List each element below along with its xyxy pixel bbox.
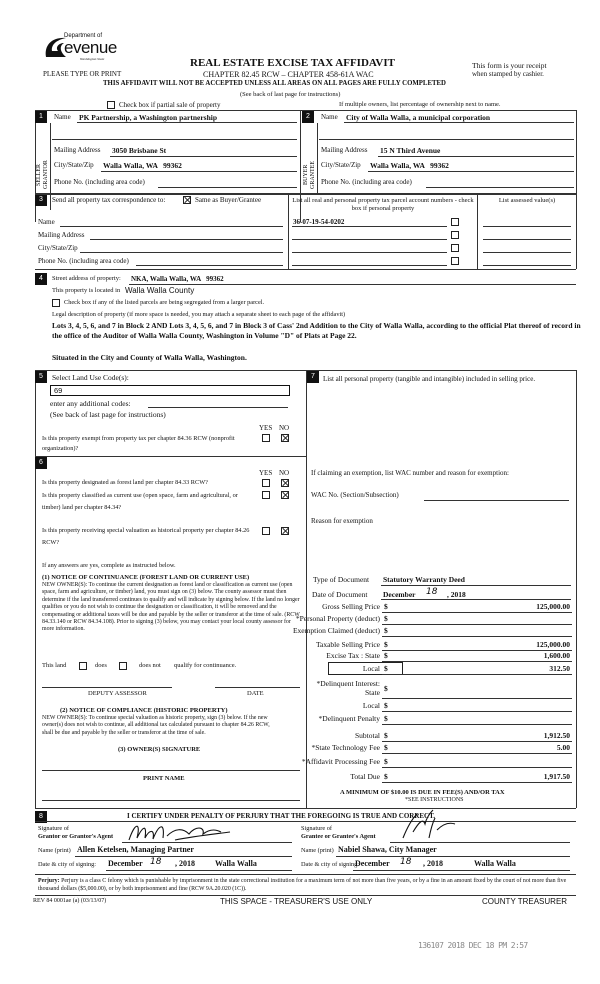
gross-selling-price-label: Gross Selling Price <box>322 602 380 611</box>
perjury-label: Perjury: <box>38 878 60 884</box>
state-tech-fee-value[interactable]: 5.00 <box>556 743 570 752</box>
parcel-3-personal-checkbox[interactable] <box>451 244 459 252</box>
grantee-date-day[interactable]: 18 <box>400 857 412 867</box>
section-6-number: 6 <box>35 457 47 469</box>
grantee-name-print-value[interactable]: Nabiel Shawa, City Manager <box>338 845 437 854</box>
street-address-label: Street address of property: <box>52 275 121 282</box>
grantee-sig-label-1: Signature of <box>301 825 332 832</box>
notice-compliance-body: NEW OWNER(S): To continue special valuation as historic property, sign (3) below. If the new owner(s) does not wish to continue, all additional tax calculated pursuant to chapter 84.26 RCW, shall be due and payable by the seller or transferor at the time of sale. <box>42 715 270 736</box>
assessed-header: List assessed value(s) <box>498 197 556 204</box>
does-qualify-checkbox[interactable] <box>79 662 87 670</box>
print-name-label: PRINT NAME <box>143 775 185 782</box>
excise-tax-state-row: Excise Tax : State $ 1,600.00 <box>326 651 570 660</box>
deputy-assessor-sig-line[interactable] <box>42 687 172 688</box>
exempt-question: Is this property exempt from property tax per chapter 84.36 RCW (nonprofit organization)? <box>42 435 235 452</box>
grantor-date-city-label: Date & city of signing: <box>38 861 97 868</box>
form-warning: THIS AFFIDAVIT WILL NOT BE ACCEPTED UNLESS ALL AREAS ON ALL PAGES ARE FULLY COMPLETED <box>103 80 446 87</box>
situated-text: Situated in the City and County of Walla Walla, Washington. <box>52 353 247 362</box>
land-use-value: 69 <box>54 386 63 395</box>
corr-mailing-field[interactable] <box>90 239 283 240</box>
grantor-date-day[interactable]: 18 <box>150 857 162 867</box>
parcel-4-field[interactable] <box>292 265 447 266</box>
seller-grantor-label: SELLER GRANTOR <box>36 160 49 190</box>
form-subtitle: CHAPTER 82.45 RCW – CHAPTER 458-61A WAC <box>203 70 374 79</box>
current-use-yes-checkbox[interactable] <box>262 491 270 499</box>
delinquent-penalty-label: *Delinquent Penalty <box>318 714 380 723</box>
segregated-label: Check box if any of the listed parcels are being segregated from a larger parcel. <box>64 299 265 306</box>
assessor-date-line[interactable] <box>215 687 300 688</box>
corr-mailing-label: Mailing Address <box>38 231 85 239</box>
grantee-date-month[interactable]: December <box>355 859 390 868</box>
current-use-no-checkbox[interactable] <box>281 491 289 499</box>
historic-no-checkbox[interactable] <box>281 527 289 535</box>
corr-phone-field[interactable] <box>136 265 283 266</box>
does-not-qualify-checkbox[interactable] <box>119 662 127 670</box>
total-due-value[interactable]: 1,917.50 <box>543 772 570 781</box>
doc-type-value[interactable]: Statutory Warranty Deed <box>383 575 465 584</box>
if-yes-note: If any answers are yes, complete as instructed below. <box>42 562 176 569</box>
parcel-1-personal-checkbox[interactable] <box>451 218 459 226</box>
section-3-number: 3 <box>35 194 47 206</box>
s5-no-header: NO <box>279 424 290 432</box>
reason-exemption-label: Reason for exemption <box>311 517 373 525</box>
exemption-claimed-label: Exemption Claimed (deduct) <box>292 626 380 635</box>
partial-sale-label: Check box if partial sale of property <box>119 101 221 109</box>
exemption-claimed-row: Exemption Claimed (deduct) $ <box>300 626 580 637</box>
multiple-owners-note: If multiple owners, list percentage of ownership next to name. <box>339 101 501 108</box>
deputy-assessor-label: DEPUTY ASSESSOR <box>88 690 147 697</box>
grantor-sig-label-2: Grantor or Grantor's Agent <box>38 833 114 840</box>
grantee-name-label: Name <box>321 113 338 121</box>
grantee-date-year[interactable]: , 2018 <box>423 859 443 868</box>
current-use-question: Is this property classified as current use (open space, farm and agricultural, or timber) land per chapter 84.34? <box>42 492 238 511</box>
subtotal-value[interactable]: 1,912.50 <box>543 731 570 740</box>
grantor-name-label: Name <box>54 113 71 121</box>
historic-yes-checkbox[interactable] <box>262 527 270 535</box>
doc-date-day[interactable]: 18 <box>426 587 438 597</box>
parcel-4-personal-checkbox[interactable] <box>451 257 459 265</box>
grantor-date-month[interactable]: December <box>108 859 143 868</box>
s6-no-header: NO <box>279 469 290 477</box>
agency-line1: Department of <box>64 33 103 39</box>
dor-logo <box>42 33 132 65</box>
subtotal-row: Subtotal $ 1,912.50 <box>354 731 570 740</box>
section-2-number: 2 <box>302 111 314 123</box>
grantor-phone-field[interactable] <box>158 187 297 188</box>
grantor-name-value[interactable]: PK Partnership, a Washington partnership <box>79 113 218 122</box>
land-use-label: Select Land Use Code(s): <box>52 373 129 382</box>
state-tech-fee-label: *State Technology Fee <box>311 743 380 752</box>
grantee-name-print-label: Name (print) <box>301 847 334 854</box>
form-title: REAL ESTATE EXCISE TAX AFFIDAVIT <box>190 57 395 69</box>
receipt-note-2: when stamped by cashier. <box>472 70 544 78</box>
grantor-city-signing[interactable]: Walla Walla <box>215 859 257 868</box>
excise-tax-local-value[interactable]: 312.50 <box>549 664 570 673</box>
corr-name-field[interactable] <box>60 226 283 227</box>
doc-date-label: Date of Document <box>312 590 368 599</box>
delinquent-penalty-row: *Delinquent Penalty $ <box>300 714 580 725</box>
form-revision: REV 84 0001ae (a) (03/13/07) <box>33 898 107 904</box>
legal-description-value[interactable]: Lots 3, 4, 5, 6, and 7 in Block 2 AND Lots 3, 4, 5, 6, and 7 in Block 3 of Cass' 2nd Addition to the City of Walla Walla, according to the official Plat thereof of record in the office of the Auditor of Walla Walla County, Washington in Volume "D" of Plats at Page 22. <box>52 321 581 340</box>
delinquent-interest-state-row: *Delinquent Interest: State $ <box>300 679 580 699</box>
buyer-grantee-label: BUYER GRANTEE <box>303 161 316 189</box>
section-4-number: 4 <box>35 273 47 285</box>
located-in-label: This property is located in <box>52 287 121 294</box>
wac-label: WAC No. (Section/Subsection) <box>311 491 399 499</box>
parcel-2-field[interactable] <box>292 239 447 240</box>
grantee-mailing-value[interactable]: 15 N Third Avenue <box>380 146 441 155</box>
forest-yes-checkbox[interactable] <box>262 479 270 487</box>
corr-name-label: Name <box>38 218 55 226</box>
grantee-name-value[interactable]: City of Walla Walla, a municipal corporation <box>346 113 491 122</box>
excise-tax-state-value[interactable]: 1,600.00 <box>543 651 570 660</box>
exemption-label: If claiming an exemption, list WAC number and reason for exemption: <box>311 469 509 477</box>
grantee-phone-label: Phone No. (including area code) <box>321 178 412 186</box>
personal-property-deduct-row: *Personal Property (deduct) $ <box>300 614 580 625</box>
land-use-see-back: (See back of last page for instructions) <box>50 410 166 419</box>
historic-question: Is this property receiving special valuation as historical property per chapter 84.26 RCW? <box>42 527 250 546</box>
section-1-number: 1 <box>35 111 47 123</box>
grantor-date-year[interactable]: , 2018 <box>175 859 195 868</box>
grantor-city-label: City/State/Zip <box>54 161 94 169</box>
notice-compliance-title: (2) NOTICE OF COMPLIANCE (HISTORIC PROPERTY) <box>60 707 228 714</box>
forest-land-question: Is this property designated as forest land per chapter 84.33 RCW? <box>42 479 208 486</box>
grantee-mailing-label: Mailing Address <box>321 146 368 154</box>
certify-statement: I CERTIFY UNDER PENALTY OF PERJURY THAT THE FOREGOING IS TRUE AND CORRECT. <box>127 812 436 820</box>
owner-signature-line[interactable] <box>42 770 300 771</box>
does-not-label: does not <box>139 662 161 669</box>
delinquent-interest-local-label: Local <box>362 701 380 710</box>
parcel-header: List all real and personal property tax parcel account numbers - check box if personal property <box>292 197 474 212</box>
grantee-phone-field[interactable] <box>426 187 574 188</box>
gross-selling-price-value[interactable]: 125,000.00 <box>536 602 570 611</box>
county-treasurer-label: COUNTY TREASURER <box>482 897 568 906</box>
corr-phone-label: Phone No. (including area code) <box>38 257 129 265</box>
agency-logo-text: evenue <box>64 38 117 57</box>
exempt-no-checkbox[interactable] <box>281 434 289 442</box>
grantor-mailing-value[interactable]: 3050 Brisbane St <box>112 146 167 155</box>
corr-city-field[interactable] <box>80 252 283 253</box>
grantor-city-value[interactable]: Walla Walla, WA 99362 <box>103 161 182 170</box>
notice-continuance-body: NEW OWNER(S): To continue the current designation as forest land or classification as current use (open space, farm and agriculture, or timber) land, you must sign on (3) below. The county assessor must then determine if the land transferred continues to qualify and will indicate by signing below. If the land no longer qualifies or you do not wish to continue the designation or classification, it will be removed and the compensating or additional taxes will be due and payable by the seller or transferor at the time of sale. (RCW 84.33.140 or RCW 84.34.108). Prior to signing (3) below, you may contact your local county assessor for more information. <box>42 582 300 633</box>
assessed-3-field[interactable] <box>483 252 571 253</box>
perjury-text: Perjury is a class C felony which is punishable by imprisonment in the state correctional institution for a maximum term of not more than five years, or by a fine in an amount fixed by the court of not more than five thousand dollars ($5,000.00), or by both imprisonment and fine (RCW 9A.20.020 (1C)). <box>38 878 567 892</box>
notice-continuance-title: (1) NOTICE OF CONTINUANCE (FOREST LAND OR CURRENT USE) <box>42 574 250 581</box>
grantee-signature-scribble-icon <box>395 808 475 842</box>
affidavit-fee-row: *Affidavit Processing Fee $ <box>300 757 580 768</box>
land-use-input[interactable] <box>50 385 290 396</box>
parcel-1-value[interactable]: 36-07-19-54-0202 <box>293 218 345 226</box>
delinquent-interest-state-label: *Delinquent Interest: State <box>316 679 380 697</box>
please-type: PLEASE TYPE OR PRINT <box>43 70 122 78</box>
s5-yes-header: YES <box>259 424 273 432</box>
state-tech-fee-row: *State Technology Fee $ 5.00 <box>311 743 570 752</box>
total-due-label: Total Due <box>350 772 380 781</box>
taxable-selling-price-value[interactable]: 125,000.00 <box>536 640 570 649</box>
s6-yes-header: YES <box>259 469 273 477</box>
doc-date-year[interactable]: , 2018 <box>447 590 466 599</box>
section-7-number: 7 <box>307 371 319 383</box>
grantee-city-signing[interactable]: Walla Walla <box>474 859 516 868</box>
doc-date-month[interactable]: December <box>383 590 416 599</box>
additional-codes-label: enter any additional codes: <box>50 399 131 408</box>
partial-sale-checkbox[interactable] <box>107 101 115 109</box>
doc-type-label: Type of Document <box>313 575 370 584</box>
parcel-2-personal-checkbox[interactable] <box>451 231 459 239</box>
agency-sub: Washington State <box>80 57 105 61</box>
additional-codes-field[interactable] <box>148 407 288 408</box>
affidavit-fee-label: *Affidavit Processing Fee <box>301 757 380 766</box>
owner-signature-label: (3) OWNER(S) SIGNATURE <box>118 746 201 753</box>
grantor-phone-label: Phone No. (including area code) <box>54 178 145 186</box>
wac-field[interactable] <box>424 500 569 501</box>
does-label: does <box>95 662 107 669</box>
taxable-selling-price-label: Taxable Selling Price <box>315 640 380 649</box>
perjury-notice <box>38 877 578 893</box>
personal-property-deduct-label: *Personal Property (deduct) <box>295 614 380 623</box>
subtotal-label: Subtotal <box>354 731 380 740</box>
taxable-selling-price-row: Taxable Selling Price $ 125,000.00 <box>315 640 570 649</box>
grantor-signature-scribble-icon <box>125 820 285 842</box>
segregated-checkbox[interactable] <box>52 299 60 307</box>
minimum-due-note: A MINIMUM OF $10.00 IS DUE IN FEE(S) AND/OR TAX <box>340 789 505 796</box>
grantor-sig-label-1: Signature of <box>38 825 69 832</box>
grantor-name-print-value[interactable]: Allen Ketelsen, Managing Partner <box>77 845 194 854</box>
excise-tax-local-row: Local $ 312.50 <box>362 664 570 673</box>
section-8-number: 8 <box>35 811 47 823</box>
excise-tax-local-label: Local <box>362 664 380 673</box>
grantee-city-label: City/State/Zip <box>321 161 361 169</box>
this-land-label: This land <box>42 662 67 669</box>
parcel-3-field[interactable] <box>292 252 447 253</box>
currency-symbol: $ <box>384 602 388 611</box>
assessed-1-field[interactable] <box>483 226 571 227</box>
located-in-value[interactable]: Walla Walla County <box>125 286 195 295</box>
delinquent-interest-local-row: Local $ <box>300 701 580 712</box>
treasurer-use-label: THIS SPACE - TREASURER'S USE ONLY <box>220 897 373 906</box>
grantor-signature[interactable] <box>125 820 285 842</box>
grantee-city-value[interactable]: Walla Walla, WA 99362 <box>370 161 449 170</box>
grantor-name-print-label: Name (print) <box>38 847 71 854</box>
legal-description-label: Legal description of property (if more space is needed, you may attach a separate sheet to each page of the affidavit) <box>52 311 346 318</box>
personal-property-label: List all personal property (tangible and intangible) included in selling price. <box>323 375 536 383</box>
street-address-value[interactable]: NKA, Walla Walla, WA 99362 <box>131 275 224 283</box>
excise-tax-state-label: Excise Tax : State <box>326 651 380 660</box>
assessor-date-label: DATE <box>247 690 264 697</box>
same-as-buyer-label: Same as Buyer/Grantee <box>195 196 262 204</box>
see-back-note: (See back of last page for instructions) <box>240 91 341 98</box>
print-name-line[interactable] <box>42 800 300 801</box>
exempt-yes-checkbox[interactable] <box>262 434 270 442</box>
same-as-buyer-checkbox[interactable] <box>183 196 191 204</box>
gross-selling-price-row <box>300 602 580 613</box>
grantee-sig-label-2: Grantee or Grantee's Agent <box>301 833 376 840</box>
receipt-note-1: This form is your receipt <box>472 61 547 70</box>
corr-city-label: City/State/Zip <box>38 244 78 252</box>
assessed-2-field[interactable] <box>483 239 571 240</box>
cashier-stamp: 136107 2018 DEC 18 PM 2:57 <box>418 941 528 950</box>
forest-no-checkbox[interactable] <box>281 479 289 487</box>
grantee-date-city-label: Date & city of signing: <box>301 861 360 868</box>
grantee-signature[interactable] <box>395 808 475 842</box>
send-correspondence-label: Send all property tax correspondence to: <box>52 196 166 204</box>
see-instructions-note: *SEE INSTRUCTIONS <box>405 797 464 803</box>
assessed-4-field[interactable] <box>483 265 571 266</box>
qualify-label: qualify for continuance. <box>174 662 237 669</box>
section-5-number: 5 <box>35 371 47 383</box>
grantor-mailing-label: Mailing Address <box>54 146 101 154</box>
total-due-row: Total Due $ 1,917.50 <box>350 772 570 781</box>
